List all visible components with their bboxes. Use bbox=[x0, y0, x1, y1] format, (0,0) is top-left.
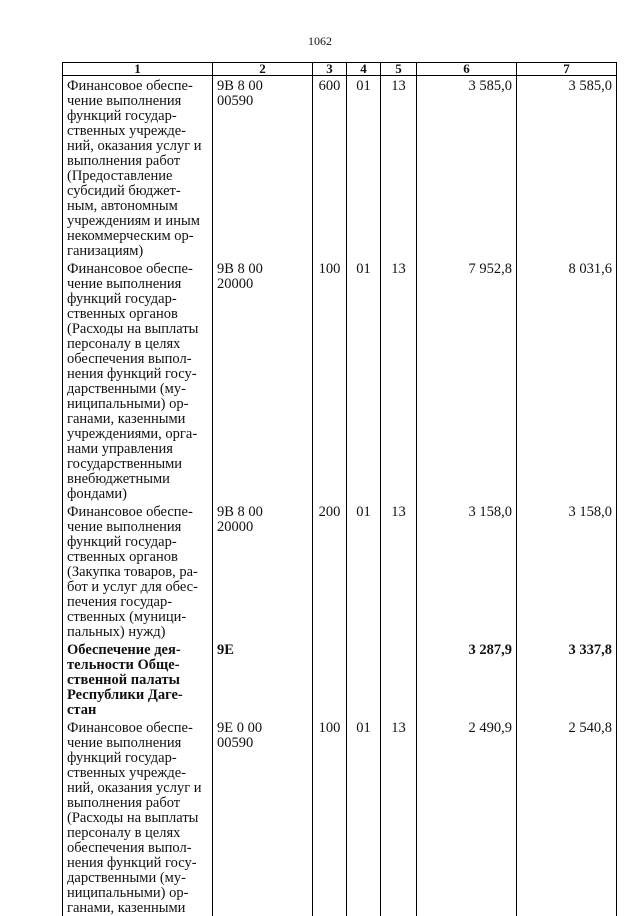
row-code-cell: 9В 8 00 20000 bbox=[213, 502, 313, 640]
row-amount-year1-cell: 3 287,9 bbox=[417, 640, 517, 718]
row-subsection-cell: 13 bbox=[381, 718, 417, 916]
row-code-cell: 9В 8 00 20000 bbox=[213, 259, 313, 502]
row-amount-year1-cell: 7 952,8 bbox=[417, 259, 517, 502]
row-expense-type-cell: 100 bbox=[313, 259, 347, 502]
table-row bbox=[63, 640, 617, 718]
row-expense-type-cell: 200 bbox=[313, 502, 347, 640]
row-subsection-cell: 13 bbox=[381, 259, 417, 502]
row-section-cell bbox=[347, 640, 381, 718]
row-amount-year1-cell: 2 490,9 bbox=[417, 718, 517, 916]
row-amount-year2-cell: 8 031,6 bbox=[517, 259, 617, 502]
row-subsection-cell: 13 bbox=[381, 502, 417, 640]
row-name-cell: Финансовое обеспе- чение выполнения функций государ- ственных учрежде- ний, оказания услуг и выполнения работ (Предоставление субсидий бюджет- ным, автономным учреждениям и иным некоммерческим ор- ганизациям) bbox=[63, 76, 213, 260]
budget-table bbox=[62, 62, 617, 916]
page-number: 1062 bbox=[0, 34, 640, 49]
row-amount-year2-cell: 2 540,8 bbox=[517, 718, 617, 916]
table-body bbox=[63, 76, 617, 916]
row-section-cell: 01 bbox=[347, 718, 381, 916]
table-header-row bbox=[63, 63, 617, 76]
row-section-cell: 01 bbox=[347, 502, 381, 640]
table-row bbox=[63, 76, 617, 260]
row-section-cell: 01 bbox=[347, 259, 381, 502]
row-name-cell: Финансовое обеспе- чение выполнения функций государ- ственных органов (Закупка товаров, ра- бот и услуг для обес- печения государ- ственных (муници- пальных) нужд) bbox=[63, 502, 213, 640]
column-header: 6 bbox=[417, 63, 517, 76]
row-subsection-cell: 13 bbox=[381, 76, 417, 260]
table-row bbox=[63, 718, 617, 916]
row-name-cell: Финансовое обеспе- чение выполнения функций государ- ственных учрежде- ний, оказания услуг и выполнения работ (Расходы на выплаты персоналу в целях обеспечения выпол- нения функций госу- дарственными (му- ниципальными) ор- ганами, казенными bbox=[63, 718, 213, 916]
row-amount-year2-cell: 3 158,0 bbox=[517, 502, 617, 640]
column-header: 2 bbox=[213, 63, 313, 76]
row-code-cell: 9Е 0 00 00590 bbox=[213, 718, 313, 916]
row-amount-year1-cell: 3 158,0 bbox=[417, 502, 517, 640]
row-expense-type-cell: 600 bbox=[313, 76, 347, 260]
column-header: 7 bbox=[517, 63, 617, 76]
row-amount-year2-cell: 3 337,8 bbox=[517, 640, 617, 718]
row-name-cell: Финансовое обеспе- чение выполнения функций государ- ственных органов (Расходы на выплаты персоналу в целях обеспечения выпол- нения функций госу- дарственными (му- ниципальными) ор- ганами, казенными учреждениями, орга- нами управления государственными внебюджетными фондами) bbox=[63, 259, 213, 502]
row-name-cell: Обеспечение дея- тельности Обще- ственной палаты Республики Даге- стан bbox=[63, 640, 213, 718]
row-code-cell: 9В 8 00 00590 bbox=[213, 76, 313, 260]
row-expense-type-cell: 100 bbox=[313, 718, 347, 916]
row-amount-year1-cell: 3 585,0 bbox=[417, 76, 517, 260]
row-expense-type-cell bbox=[313, 640, 347, 718]
row-section-cell: 01 bbox=[347, 76, 381, 260]
row-code-cell: 9Е bbox=[213, 640, 313, 718]
table-row bbox=[63, 259, 617, 502]
column-header: 5 bbox=[381, 63, 417, 76]
column-header: 1 bbox=[63, 63, 213, 76]
column-header: 3 bbox=[313, 63, 347, 76]
row-subsection-cell bbox=[381, 640, 417, 718]
table-row bbox=[63, 502, 617, 640]
row-amount-year2-cell: 3 585,0 bbox=[517, 76, 617, 260]
column-header: 4 bbox=[347, 63, 381, 76]
